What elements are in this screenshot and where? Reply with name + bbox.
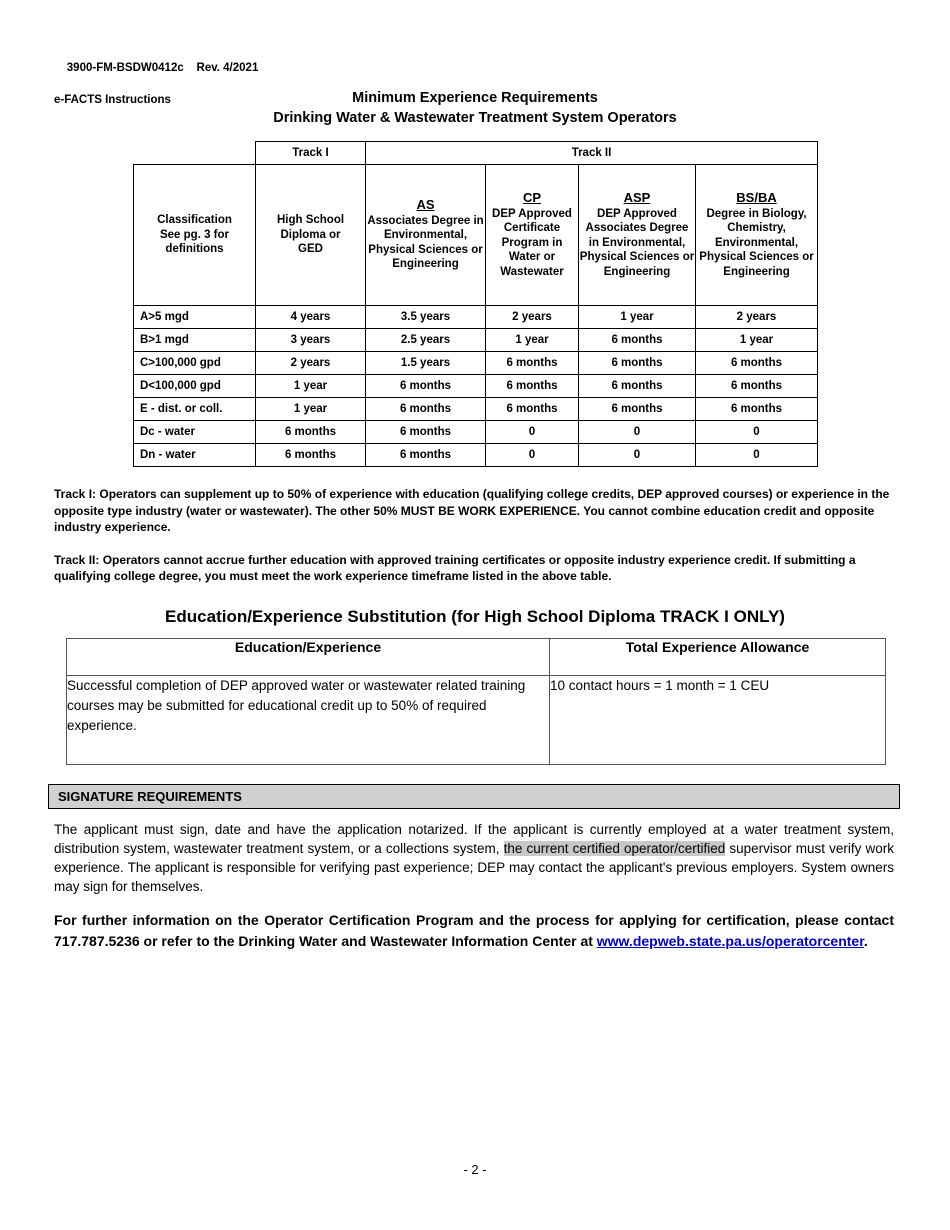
column-header-high-school (256, 165, 366, 306)
cell-bsba: 6 months (696, 375, 818, 398)
cell-asp: 6 months (579, 352, 696, 375)
operator-center-link[interactable]: www.depweb.state.pa.us/operatorcenter (596, 933, 864, 949)
table-row (134, 329, 818, 352)
cell-high-school: 6 months (256, 421, 366, 444)
cell-cp: 0 (486, 444, 579, 467)
form-number: 3900-FM-BSDW0412c (66, 62, 184, 74)
form-subtitle: e-FACTS Instructions (54, 94, 171, 106)
education-substitution-heading: Education/Experience Substitution (for High School Diploma TRACK I ONLY) (165, 607, 785, 626)
cell-as: 1.5 years (366, 352, 486, 375)
table-row (134, 444, 818, 467)
education-table-header-row (67, 639, 886, 676)
education-cell-allowance: 10 contact hours = 1 month = 1 CEU (550, 676, 886, 765)
column-header-high-school-line-2: Diploma or (280, 228, 341, 241)
cell-asp: 0 (579, 421, 696, 444)
form-revision: Rev. 4/2021 (196, 62, 259, 74)
cell-high-school: 4 years (256, 306, 366, 329)
table-track-group-row (134, 142, 818, 165)
cell-bsba: 6 months (696, 352, 818, 375)
column-code-bsba: BS/BA (736, 190, 777, 205)
cell-asp: 0 (579, 444, 696, 467)
cell-classification: Dc - water (134, 421, 256, 444)
cell-cp: 1 year (486, 329, 579, 352)
track-1-note: Track I: Operators can supplement up to 50% of experience with education (qualifying college credits, DEP approved courses) or experience in the opposite type industry (water or wastewater). The other 50% MUST BE WORK EXPERIENCE. You cannot combine education credit and opposite industry experience. (54, 487, 890, 534)
signature-body-part-2: supervisor must verify work experience. The applicant is responsible for verifying past experience; DEP may contact the applicant's previous employers. System owners may sign for themselves. (54, 841, 895, 894)
signature-body-highlighted-text: the current certified operator/certified (503, 841, 726, 856)
cell-bsba: 2 years (696, 306, 818, 329)
cell-classification: D<100,000 gpd (134, 375, 256, 398)
cell-high-school: 1 year (256, 398, 366, 421)
form-number-row (54, 44, 258, 92)
education-substitution-table (66, 638, 885, 765)
column-header-as (366, 165, 486, 306)
table-row (134, 421, 818, 444)
column-code-asp: ASP (623, 190, 651, 205)
column-header-asp (579, 165, 696, 306)
cell-as: 2.5 years (366, 329, 486, 352)
cell-classification: B>1 mgd (134, 329, 256, 352)
cell-cp: 2 years (486, 306, 579, 329)
education-cell-description: Successful completion of DEP approved water or wastewater related training courses may be submitted for educational credit up to 50% of required experience. (67, 676, 550, 765)
cell-asp: 1 year (579, 306, 696, 329)
cell-as: 6 months (366, 398, 486, 421)
cell-classification: E - dist. or coll. (134, 398, 256, 421)
cell-classification: C>100,000 gpd (134, 352, 256, 375)
column-header-classification-line-3: definitions (165, 243, 224, 256)
cell-asp: 6 months (579, 398, 696, 421)
cell-cp: 6 months (486, 398, 579, 421)
cell-as: 6 months (366, 375, 486, 398)
cell-high-school: 1 year (256, 375, 366, 398)
cell-cp: 6 months (486, 375, 579, 398)
signature-requirements-bar: SIGNATURE REQUIREMENTS (48, 784, 900, 809)
column-header-classification (134, 165, 256, 306)
cell-bsba: 1 year (696, 329, 818, 352)
education-table-row (67, 676, 886, 765)
column-header-bsba-text: Degree in Biology, Chemistry, Environmental, Physical Sciences or Engineering (699, 207, 814, 278)
column-code-cp: CP (522, 190, 542, 205)
track-group-track-2: Track II (366, 142, 818, 165)
education-column-header-education: Education/Experience (67, 639, 550, 676)
column-header-classification-line-2: See pg. 3 for (159, 228, 230, 241)
further-info-part-1: For further information on the Operator Certification Program and the process for applying for certification, please contact 717.787.5236 or refer to the Drinking Water and Wastewater Information Center at (54, 912, 894, 949)
track-group-track-1: Track I (256, 142, 366, 165)
page-title-line-2: Drinking Water & Wastewater Treatment System Operators (273, 110, 677, 126)
experience-requirements-table (133, 141, 817, 467)
column-header-cp (486, 165, 579, 306)
cell-as: 6 months (366, 421, 486, 444)
table-header-row (134, 165, 818, 306)
further-information-paragraph (54, 910, 894, 952)
column-code-as: AS (416, 197, 435, 213)
education-column-header-allowance: Total Experience Allowance (550, 639, 886, 676)
cell-as: 3.5 years (366, 306, 486, 329)
page-number: - 2 - (463, 1162, 487, 1177)
table-row (134, 375, 818, 398)
track-group-blank-cell (134, 142, 256, 165)
cell-cp: 0 (486, 421, 579, 444)
cell-classification: Dn - water (134, 444, 256, 467)
column-header-high-school-line-1: High School (276, 214, 345, 227)
table-row (134, 306, 818, 329)
table-row (134, 352, 818, 375)
page-title (0, 88, 950, 128)
header-spacer (184, 62, 197, 74)
column-header-asp-text: DEP Approved Associates Degree in Environmental, Physical Sciences or Engineering (579, 207, 695, 278)
cell-bsba: 0 (696, 444, 818, 467)
column-header-as-text: Associates Degree in Environmental, Physical Sciences or Engineering (367, 214, 484, 271)
column-header-bsba (696, 165, 818, 306)
cell-bsba: 0 (696, 421, 818, 444)
signature-requirements-body (54, 820, 894, 896)
cell-high-school: 6 months (256, 444, 366, 467)
table-row (134, 398, 818, 421)
further-info-part-2: . (863, 933, 868, 949)
track-notes (54, 486, 899, 585)
column-header-cp-text: DEP Approved Certificate Program in Water or Wastewater (492, 207, 572, 278)
cell-high-school: 3 years (256, 329, 366, 352)
column-header-high-school-line-3: GED (298, 243, 323, 256)
cell-high-school: 2 years (256, 352, 366, 375)
cell-classification: A>5 mgd (134, 306, 256, 329)
cell-bsba: 6 months (696, 398, 818, 421)
page-title-line-1: Minimum Experience Requirements (352, 90, 598, 106)
signature-body-part-1: The applicant must sign, date and have the application notarized. If the applicant is currently employed at a water treatment system, distribution system, wastewater treatment system, or a collections system, (54, 822, 894, 856)
track-2-note: Track II: Operators cannot accrue further education with approved training certificates or opposite industry experience credit. If submitting a qualifying college degree, you must meet the work experience timeframe listed in the above table. (54, 552, 856, 583)
column-header-classification-line-1: Classification (157, 214, 232, 227)
cell-asp: 6 months (579, 329, 696, 352)
cell-asp: 6 months (579, 375, 696, 398)
cell-as: 6 months (366, 444, 486, 467)
cell-cp: 6 months (486, 352, 579, 375)
